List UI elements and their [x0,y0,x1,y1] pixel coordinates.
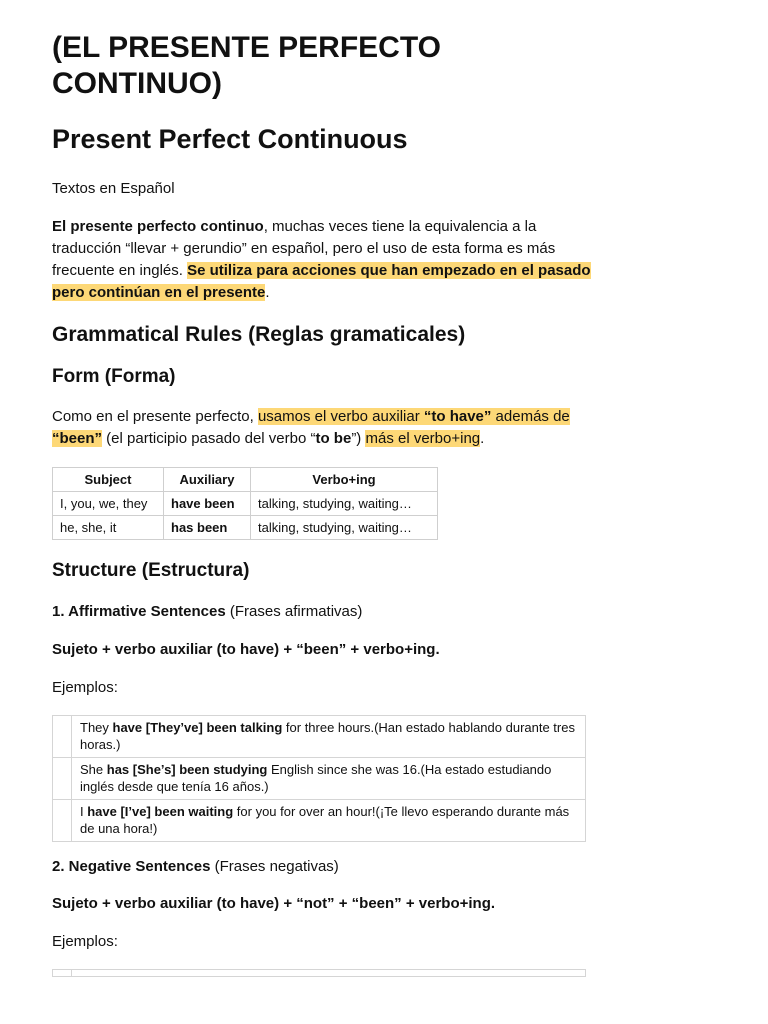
page-title: (EL PRESENTE PERFECTO CONTINUO) [52,31,441,100]
example-row [52,969,586,977]
example-row [52,758,586,800]
form-text-3: ”) [351,430,366,447]
example-text: I have [I’ve] been waiting for you for over an hour!(¡Te llevo esperando durante más de una hora!) [80,804,570,836]
intro-paragraph [52,216,592,304]
structure-heading: Structure (Estructura) [52,560,250,581]
intro-end: . [265,284,270,301]
example-gutter [53,758,72,799]
table-header-subject: Subject [53,468,164,492]
example-text: They have [They’ve] been talking for three hours.(Han estado hablando durante tres horas.) [80,720,575,752]
form-highlight-1: usamos el verbo auxiliar “to have” además de “been” [52,408,570,447]
table-cell: talking, studying, waiting… [251,492,438,516]
table-cell: have been [164,492,251,516]
table-row [53,492,438,516]
table-header-row [53,468,438,492]
intro-text: , muchas veces tiene la equivalencia a la traducción “llevar + gerundio” en español, pero el uso de esta forma es más frecuente en inglés. [52,218,556,279]
table-cell: I, you, we, they [53,492,164,516]
example-gutter [53,716,72,757]
negative-formula: Sujeto + verbo auxiliar (to have) + “not” + “been” + verbo+ing. [52,895,496,912]
negative-heading-bold: 2. Negative Sentences [52,858,211,875]
affirmative-formula: Sujeto + verbo auxiliar (to have) + “been” + verbo+ing. [52,641,440,658]
form-text-1: Como en el presente perfecto, [52,408,258,425]
negative-examples-label: Ejemplos: [52,933,118,950]
intro-label: Textos en Español [52,180,175,197]
form-table [52,467,438,540]
example-text: She has [She’s] been studying English since she was 16.(Ha estado estudiando inglés desde que tenía 16 años.) [80,762,552,794]
example-row [52,715,586,758]
form-heading: Form (Forma) [52,366,176,387]
form-highlight-2: más el verbo+ing [365,430,481,447]
page-subtitle: Present Perfect Continuous [52,124,408,154]
intro-bold: El presente perfecto continuo [52,218,264,235]
affirmative-examples-table [52,715,586,842]
table-cell: he, she, it [53,516,164,540]
intro-highlight: Se utiliza para acciones que han empezado en el pasado pero continúan en el presente [52,262,591,301]
example-row [52,800,586,842]
table-cell: has been [164,516,251,540]
table-cell: talking, studying, waiting… [251,516,438,540]
table-header-verb: Verbo+ing [251,468,438,492]
form-text-4: . [480,430,485,447]
affirmative-heading-text: (Frases afirmativas) [225,603,363,620]
affirmative-heading-bold: 1. Affirmative Sentences [52,603,226,620]
grammar-heading: Grammatical Rules (Reglas gramaticales) [52,323,466,346]
negative-heading-text: (Frases negativas) [210,858,339,875]
example-gutter [53,800,72,841]
example-gutter [53,970,72,976]
form-text-2: (el participio pasado del verbo “ [102,430,316,447]
form-paragraph [52,406,592,450]
negative-heading [52,856,592,878]
affirmative-heading [52,601,592,623]
affirmative-examples-label: Ejemplos: [52,679,118,696]
form-to-be: to be [315,430,352,447]
table-header-auxiliary: Auxiliary [164,468,251,492]
table-row [53,516,438,540]
negative-examples-table [52,969,586,977]
